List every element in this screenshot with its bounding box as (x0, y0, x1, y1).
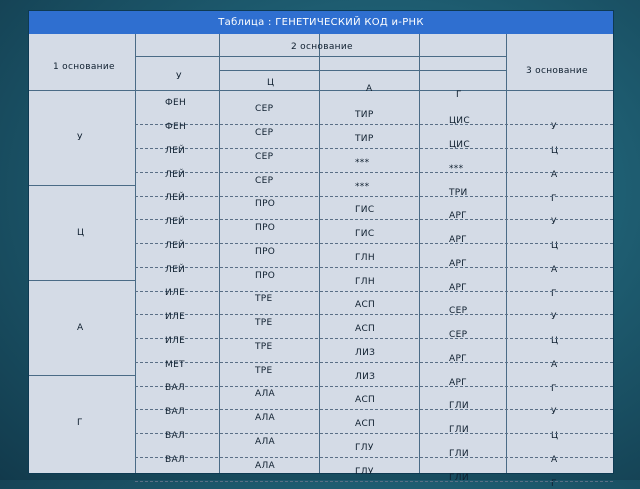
codon-cell: А (551, 360, 558, 370)
codon-cell: ГЛН (355, 277, 375, 287)
second-base-header: 2 основание (291, 42, 353, 52)
codon-cell: ТРЕ (255, 318, 273, 328)
codon-cell: СЕР (255, 128, 274, 138)
codon-cell: Ц (551, 336, 559, 346)
row-divider (135, 457, 613, 458)
codon-cell: СЕР (255, 176, 274, 186)
codon-cell: АСП (355, 300, 376, 310)
codon-cell: СЕР (255, 152, 274, 162)
codon-cell: ЛЕЙ (165, 193, 186, 203)
second-base-col-А: А (366, 84, 373, 94)
codon-cell: АЛА (255, 389, 275, 399)
header-divider (29, 90, 613, 91)
codon-cell: ЛЕЙ (165, 146, 186, 156)
codon-cell: АСП (355, 419, 376, 429)
codon-cell: А (551, 455, 558, 465)
codon-cell: *** (355, 158, 370, 168)
codon-cell: ТРЕ (255, 342, 273, 352)
codon-cell: А (551, 170, 558, 180)
row-divider (135, 481, 613, 482)
codon-cell: ИЛЕ (165, 288, 186, 298)
codon-cell: *** (449, 164, 464, 174)
codon-cell: ГЛИ (449, 425, 469, 435)
codon-cell: ВАЛ (165, 407, 185, 417)
second-base-col-У: У (176, 72, 182, 82)
codon-cell: АРГ (449, 283, 467, 293)
codon-cell: АСП (355, 324, 376, 334)
second-base-col-Ц: Ц (267, 78, 275, 88)
codon-cell: АЛА (255, 437, 275, 447)
codon-cell: ЛИЗ (355, 372, 376, 382)
codon-cell: *** (355, 182, 370, 192)
codon-cell: ЦИС (449, 140, 470, 150)
codon-cell: ВАЛ (165, 383, 185, 393)
codon-cell: Ц (551, 431, 559, 441)
codon-cell: АСП (355, 395, 376, 405)
group-divider (29, 375, 135, 376)
codon-cell: ТРЕ (255, 366, 273, 376)
header-divider (135, 56, 506, 57)
row-divider (135, 409, 613, 410)
codon-cell: А (551, 265, 558, 275)
codon-cell: У (551, 217, 557, 227)
codon-cell: ТИР (355, 134, 374, 144)
codon-cell: ПРО (255, 247, 276, 257)
codon-cell: ЛЕЙ (165, 241, 186, 251)
codon-cell: СЕР (255, 104, 274, 114)
codon-cell: ЛЕЙ (165, 265, 186, 275)
table-body (29, 34, 613, 489)
second-base-col-Г: Г (456, 90, 462, 100)
codon-cell: У (551, 407, 557, 417)
first-base-Ц: Ц (77, 228, 85, 238)
first-base-У: У (77, 133, 83, 143)
codon-cell: У (551, 312, 557, 322)
codon-cell: ГИС (355, 205, 375, 215)
codon-cell: АРГ (449, 235, 467, 245)
codon-cell: СЕР (449, 306, 468, 316)
row-divider (135, 196, 613, 197)
codon-cell: ГЛИ (449, 449, 469, 459)
codon-cell: ЛЕЙ (165, 217, 186, 227)
column-divider (319, 34, 320, 473)
codon-cell: ЛЕЙ (165, 170, 186, 180)
codon-cell: ГЛН (355, 253, 375, 263)
codon-cell: ИЛЕ (165, 336, 186, 346)
row-divider (135, 291, 613, 292)
codon-cell: ГЛУ (355, 443, 374, 453)
codon-cell: ВАЛ (165, 431, 185, 441)
group-divider (29, 185, 135, 186)
codon-cell: ПРО (255, 271, 276, 281)
codon-cell: АРГ (449, 354, 467, 364)
column-divider (419, 34, 420, 473)
row-divider (135, 267, 613, 268)
row-divider (135, 386, 613, 387)
codon-cell: Ц (551, 241, 559, 251)
codon-cell: Г (551, 384, 557, 394)
first-base-А: А (77, 323, 84, 333)
codon-cell: АРГ (449, 259, 467, 269)
column-divider (135, 34, 136, 473)
codon-cell: ТИР (355, 110, 374, 120)
third-base-header: 3 основание (526, 66, 588, 76)
codon-cell: АРГ (449, 211, 467, 221)
codon-cell: ПРО (255, 223, 276, 233)
row-divider (135, 314, 613, 315)
codon-cell: АЛА (255, 413, 275, 423)
column-divider (506, 34, 507, 473)
codon-cell: Г (551, 479, 557, 489)
codon-cell: ГИС (355, 229, 375, 239)
codon-cell: ЛИЗ (355, 348, 376, 358)
row-divider (135, 433, 613, 434)
codon-cell: ВАЛ (165, 455, 185, 465)
codon-cell: У (551, 122, 557, 132)
codon-cell: ПРО (255, 199, 276, 209)
codon-cell: Ц (551, 146, 559, 156)
codon-cell: АЛА (255, 461, 275, 471)
header-divider (219, 70, 506, 71)
row-divider (135, 338, 613, 339)
codon-cell: ФЕН (165, 98, 187, 108)
codon-cell: ЦИС (449, 116, 470, 126)
codon-cell: МЕТ (165, 360, 185, 370)
first-base-header: 1 основание (53, 62, 115, 72)
codon-cell: СЕР (449, 330, 468, 340)
codon-cell: ГЛИ (449, 401, 469, 411)
codon-cell: ИЛЕ (165, 312, 186, 322)
codon-cell: ТРЕ (255, 294, 273, 304)
codon-cell: ТРИ (449, 188, 468, 198)
genetic-code-table (28, 10, 614, 489)
codon-cell: АРГ (449, 378, 467, 388)
codon-cell: ФЕН (165, 122, 187, 132)
row-divider (135, 219, 613, 220)
row-divider (135, 362, 613, 363)
row-divider (135, 243, 613, 244)
codon-cell: Г (551, 194, 557, 204)
row-divider (135, 172, 613, 173)
first-base-Г: Г (77, 418, 83, 428)
table-title: Таблица : ГЕНЕТИЧЕСКИЙ КОД и-РНК (29, 11, 613, 34)
codon-cell: Г (551, 289, 557, 299)
column-divider (219, 34, 220, 473)
codon-cell: ГЛИ (449, 473, 469, 483)
row-divider (135, 148, 613, 149)
group-divider (29, 280, 135, 281)
row-divider (135, 124, 613, 125)
codon-cell: ГЛУ (355, 467, 374, 477)
